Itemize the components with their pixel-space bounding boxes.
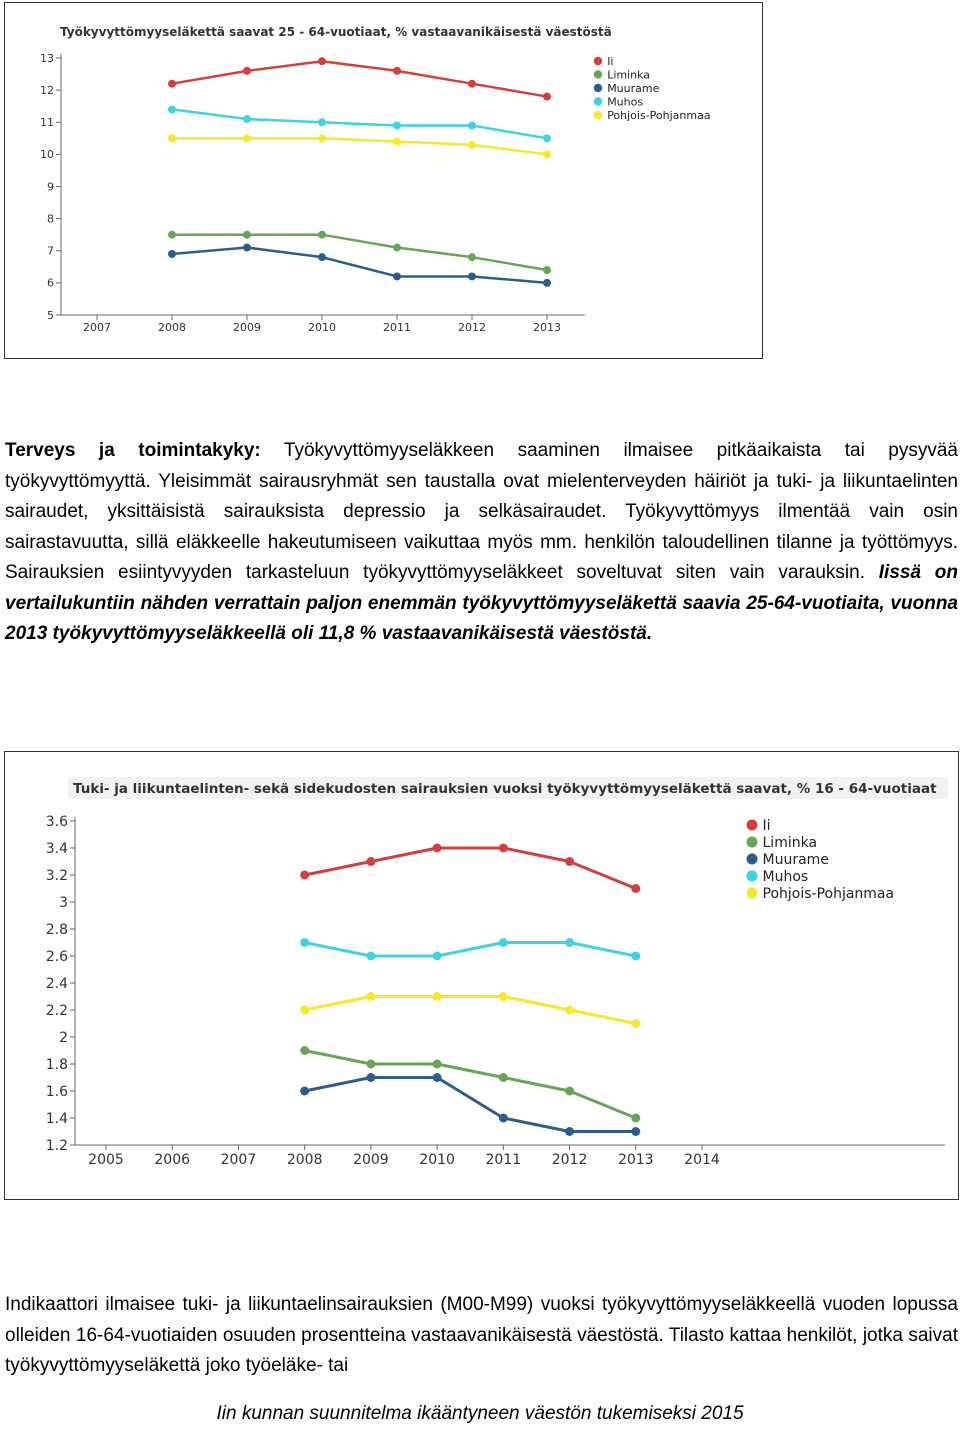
legend-marker [594, 70, 602, 78]
series-line-ii [305, 848, 636, 889]
data-point-liminka [499, 1073, 508, 1082]
data-point-muurame [499, 1114, 508, 1123]
y-tick-label: 1.8 [45, 1056, 68, 1073]
y-tick-label: 1.6 [45, 1083, 68, 1100]
legend-marker [747, 837, 758, 848]
series-line-pohjois-pohjanmaa [172, 138, 547, 154]
legend-label: Ii [762, 818, 771, 835]
x-tick-label: 2009 [233, 321, 261, 334]
x-tick-label: 2013 [617, 1152, 654, 1168]
data-point-muhos [366, 952, 375, 961]
chart-1-axes [40, 52, 585, 334]
y-tick-label: 3.4 [45, 840, 68, 857]
data-point-muhos [393, 121, 401, 129]
series-line-ii [172, 61, 547, 96]
series-line-liminka [172, 235, 547, 270]
x-tick-label: 2010 [308, 321, 336, 334]
x-tick-label: 2013 [533, 321, 561, 334]
data-point-liminka [318, 231, 326, 239]
legend-label: Muhos [607, 95, 644, 109]
data-point-liminka [393, 244, 401, 252]
y-tick-label: 8 [47, 212, 54, 226]
legend-label: Pohjois-Pohjanmaa [607, 108, 711, 122]
chart-2-svg [5, 752, 958, 1199]
x-tick-label: 2012 [458, 321, 486, 334]
series-line-muhos [172, 109, 547, 138]
x-tick-label: 2006 [154, 1152, 191, 1168]
data-point-ii [468, 80, 476, 88]
data-point-muhos [243, 115, 251, 123]
data-point-ii [318, 57, 326, 65]
legend-label: Muhos [762, 869, 809, 886]
chart-1-series [168, 57, 551, 287]
data-point-muurame [631, 1127, 640, 1136]
data-point-muurame [393, 272, 401, 280]
data-point-muhos [300, 938, 309, 947]
y-tick-label: 3.6 [45, 813, 68, 830]
legend-marker [594, 97, 602, 105]
data-point-muurame [433, 1073, 442, 1082]
legend-marker [594, 84, 602, 92]
x-tick-label: 2007 [83, 321, 111, 334]
data-point-ii [631, 884, 640, 893]
data-point-muhos [499, 938, 508, 947]
data-point-pohjois-pohjanmaa [543, 150, 551, 158]
data-point-liminka [543, 266, 551, 274]
data-point-muhos [631, 952, 640, 961]
data-point-liminka [468, 253, 476, 261]
x-tick-label: 2008 [286, 1152, 323, 1168]
data-point-liminka [433, 1060, 442, 1069]
y-tick-label: 3 [59, 894, 68, 911]
data-point-pohjois-pohjanmaa [565, 1006, 574, 1015]
data-point-liminka [243, 231, 251, 239]
data-point-muurame [543, 279, 551, 287]
data-point-pohjois-pohjanmaa [468, 141, 476, 149]
data-point-ii [366, 857, 375, 866]
y-tick-label: 7 [47, 244, 54, 258]
y-tick-label: 13 [40, 51, 54, 65]
data-point-muhos [433, 952, 442, 961]
data-point-liminka [631, 1114, 640, 1123]
data-point-ii [168, 80, 176, 88]
data-point-pohjois-pohjanmaa [499, 992, 508, 1001]
legend-label: Ii [607, 54, 614, 68]
chart-2-legend [747, 818, 895, 902]
x-tick-label: 2011 [383, 321, 411, 334]
x-tick-label: 2010 [419, 1152, 455, 1168]
x-tick-label: 2009 [353, 1152, 389, 1168]
legend-marker [747, 820, 758, 831]
data-point-pohjois-pohjanmaa [393, 138, 401, 146]
y-tick-label: 12 [40, 83, 54, 97]
x-tick-label: 2012 [551, 1152, 588, 1168]
data-point-ii [543, 93, 551, 101]
data-point-ii [565, 857, 574, 866]
data-point-ii [433, 844, 442, 853]
legend-label: Liminka [607, 68, 651, 82]
y-tick-label: 1.2 [45, 1137, 68, 1154]
data-point-liminka [168, 231, 176, 239]
y-tick-label: 2.6 [45, 948, 68, 965]
page-footer: Iin kunnan suunnitelma ikääntyneen väestön tukemiseksi 2015 [216, 1403, 744, 1424]
chart-1 [4, 2, 763, 359]
legend-label: Muurame [762, 852, 829, 869]
chart-2 [4, 751, 959, 1200]
x-tick-label: 2014 [684, 1152, 720, 1168]
data-point-ii [499, 844, 508, 853]
data-point-liminka [300, 1046, 309, 1055]
data-point-pohjois-pohjanmaa [243, 134, 251, 142]
data-point-muhos [565, 938, 574, 947]
data-point-pohjois-pohjanmaa [433, 992, 442, 1001]
y-tick-label: 5 [47, 308, 54, 322]
y-tick-label: 1.4 [45, 1110, 68, 1127]
data-point-muhos [468, 121, 476, 129]
data-point-muurame [168, 250, 176, 258]
data-point-pohjois-pohjanmaa [366, 992, 375, 1001]
paragraph-health-body: Työkyvyttömyyseläkkeen saaminen ilmaisee pitkäaikaista tai pysyvää työkyvyttömyyttä. Yleisimmät sairausryhmät sen taustalla ovat mielenterveyden häiriöt ja tuki- ja liikuntaelinten sairaudet, yksittäisistä sairauksista depressio ja selkäsairaudet. Työkyvyttömyys ilmentää vain osin sairastavuutta, sillä eläkkeelle hakeutumiseen vaikuttaa myös mm. henkilön taloudellinen tilanne ja työttömyys. Sairauksien esiintyvyyden tarkasteluun työkyvyttömyyseläkkeet soveltuvat siten vain varauksin. [5, 440, 958, 583]
series-line-muurame [305, 1078, 636, 1132]
series-line-muhos [305, 943, 636, 957]
data-point-ii [243, 67, 251, 75]
y-tick-label: 9 [47, 180, 54, 194]
data-point-muurame [565, 1127, 574, 1136]
paragraph-indicator-text: Indikaattori ilmaisee tuki- ja liikuntaelinsairauksien (M00-M99) vuoksi työkyvyttömyyseläkkeellä vuoden lopussa olleiden 16-64-vuotiaiden osuuden prosentteina vastaavanikäisestä väestöstä. Tilasto kattaa henkilöt, jotka saivat työkyvyttömyyseläkettä joko työeläke- tai [5, 1294, 958, 1376]
data-point-muhos [168, 105, 176, 113]
y-tick-label: 2 [59, 1029, 68, 1046]
chart-2-title: Tuki- ja liikuntaelinten- sekä sidekudosten sairauksien vuoksi työkyvyttömyyseläkettä saavat, % 16 - 64-vuotiaat [73, 781, 937, 797]
paragraph-health-lead: Terveys ja toimintakyky: [5, 440, 261, 461]
y-tick-label: 11 [40, 116, 54, 130]
x-tick-label: 2005 [88, 1152, 124, 1168]
y-tick-label: 10 [40, 148, 54, 162]
data-point-ii [300, 871, 309, 880]
paragraph-health-emphasis: Iissä on vertailukuntiin nähden verrattain paljon enemmän työkyvyttömyyseläkettä saavia 25-64-vuotiaita, vuonna 2013 työkyvyttömyyseläkkeellä oli 11,8 % vastaavanikäisestä väestöstä. [5, 562, 959, 644]
legend-label: Liminka [762, 835, 818, 852]
legend-marker [747, 871, 758, 882]
y-tick-label: 6 [47, 276, 54, 290]
paragraph-health [5, 436, 958, 650]
data-point-muhos [543, 134, 551, 142]
series-line-liminka [305, 1051, 636, 1119]
chart-1-title: Työkyvyttömyyseläkettä saavat 25 - 64-vuotiaat, % vastaavanikäisestä väestöstä [60, 25, 612, 39]
data-point-muhos [318, 118, 326, 126]
data-point-muurame [468, 272, 476, 280]
data-point-muurame [243, 244, 251, 252]
data-point-muurame [366, 1073, 375, 1082]
chart-1-svg [5, 3, 762, 358]
legend-marker [594, 111, 602, 119]
series-line-pohjois-pohjanmaa [305, 997, 636, 1024]
x-tick-label: 2008 [158, 321, 186, 334]
y-tick-label: 2.4 [45, 975, 68, 992]
data-point-muurame [300, 1087, 309, 1096]
x-tick-label: 2011 [485, 1152, 522, 1168]
legend-marker [747, 888, 758, 899]
chart-1-legend [594, 55, 711, 122]
data-point-muurame [318, 253, 326, 261]
data-point-pohjois-pohjanmaa [631, 1019, 640, 1028]
y-tick-label: 2.8 [45, 921, 68, 938]
data-point-ii [393, 67, 401, 75]
data-point-liminka [366, 1060, 375, 1069]
x-tick-label: 2007 [220, 1152, 257, 1168]
legend-marker [594, 57, 602, 65]
data-point-pohjois-pohjanmaa [168, 134, 176, 142]
legend-marker [747, 854, 758, 865]
series-line-muurame [172, 248, 547, 283]
paragraph-indicator [5, 1290, 958, 1382]
y-tick-label: 3.2 [45, 867, 68, 884]
legend-label: Pohjois-Pohjanmaa [762, 886, 895, 903]
data-point-pohjois-pohjanmaa [300, 1006, 309, 1015]
data-point-liminka [565, 1087, 574, 1096]
data-point-pohjois-pohjanmaa [318, 134, 326, 142]
legend-label: Muurame [607, 81, 660, 95]
y-tick-label: 2.2 [45, 1002, 68, 1019]
chart-2-series [300, 844, 640, 1137]
